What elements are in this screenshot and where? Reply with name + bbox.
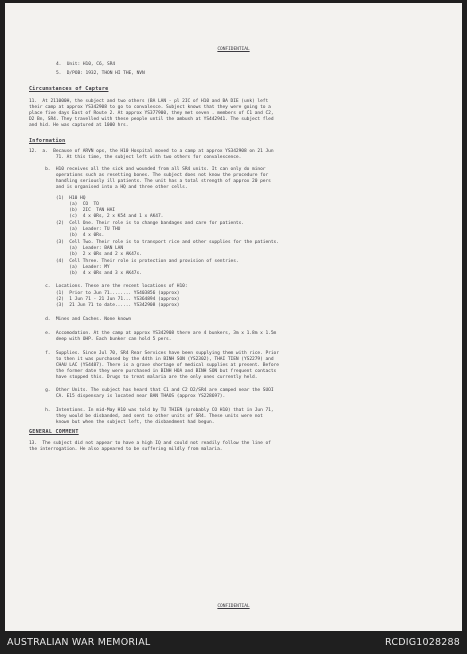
other-units-line: CA. E15 dispensary is located near BAN THAOS (approx YS228697).	[29, 394, 226, 399]
para-12a-line: 12. a. Because of ARVN ops, the H10 Hospital moved to a camp at approx YS342908 on 21 Jun	[29, 149, 274, 154]
location-line: (1) Prior to Jun 71........ YS403856 (approx)	[29, 291, 180, 296]
structure-line: (b) 4 x 0Rs.	[29, 233, 105, 238]
circumstances-line: D2 Bn, SR4. They travelled with these people until the ambush at YS442941. The subject fled	[29, 117, 274, 122]
item-dpob: 5. D/POB: 1932, THON HI THE, NVN	[56, 71, 145, 76]
general-comment-heading: GENERAL COMMENT	[29, 429, 79, 435]
para-12b-line: operations such as resetting bones. The subject does not know the procedure for	[29, 173, 269, 178]
structure-line: (b) 2IC TAN HAI	[29, 208, 115, 213]
structure-line: (a) Leader: BAN LAN	[29, 246, 124, 251]
structure-line: (3) Cell Two. Their role is to transport rice and other supplies for the patients.	[29, 240, 279, 245]
structure-line: (a) Leader: MY	[29, 265, 110, 270]
structure-line: (c) 4 x 0Rs, 2 x K54 and 1 x AK47.	[29, 214, 164, 219]
archive-reference: RCDIG1028288	[385, 637, 460, 648]
structure-line: (4) Cell Three. Their role is protection and provision of sentries.	[29, 259, 239, 264]
archive-footer-bar	[0, 633, 467, 654]
circumstances-line: their camp at approx YS342908 to go to convalesce. Subject knows that they were going to a	[29, 105, 271, 110]
general-comment-line: 13. The subject did not appear to have a high IQ and could not readily follow the line of	[29, 441, 271, 446]
supplies-line: to then it was purchased by the 44th in BINH SON (YS2302), THAI TIEN (YS2279) and	[29, 357, 274, 362]
circumstances-line: and hid. He was captured at 1000 hrs.	[29, 123, 129, 128]
para-12b-line: handling seriously ill patients. The unit has a total strength of approx 20 pers	[29, 179, 271, 184]
locations-intro: c. Locations. These are the recent locations of H10:	[29, 284, 188, 289]
accomodation-line: e. Accomodation. At the camp at approx YS342908 there are 4 bunkers, 3m x 1.8m x 1.5m	[29, 331, 277, 336]
supplies-line: CHAU LAC (YS4487). There is a grave shortage of medical supplies at present. Before	[29, 363, 279, 368]
item-unit: 4. Unit: H10, C6, SR4	[56, 62, 116, 67]
intentions-line: they would be disbanded, and sent to other units of SR4. These units were not	[29, 414, 263, 419]
document-page	[5, 3, 462, 631]
circumstances-heading: Circumstances of Capture	[29, 86, 109, 92]
para-12b-line: b. H10 receives all the sick and wounded from all SR4 units. It can only do minor	[29, 167, 266, 172]
structure-line: (b) 4 x 0Rs and 3 x AK47s.	[29, 271, 142, 276]
location-line: (2) 1 Jun 71 - 21 Jun 71... YS364894 (approx)	[29, 297, 180, 302]
general-comment-line: the interrogation. He also appeared to be suffering mildly from malaria.	[29, 447, 223, 452]
mines-line: d. Mines and Caches. None known	[29, 317, 132, 322]
structure-line: (a) Leader: TU THU	[29, 227, 121, 232]
para-12b-line: and is organised into a HQ and three other cells.	[29, 185, 188, 190]
supplies-line: the former date they were purchased in BINH HOA and BINH SON but frequent contacts	[29, 369, 277, 374]
accomodation-line: deep with OHP. Each bunker can hold 5 pers.	[29, 337, 172, 342]
circumstances-line: place five days East of Route 2. At approx YS377900, they met seven . members of C1 and C2,	[29, 111, 274, 116]
intentions-line: h. Intentions. In mid-May H10 was told by TU THIEN (probably CO H10) that in Jun 71,	[29, 408, 274, 413]
header-classification: CONFIDENTIAL	[217, 47, 250, 52]
intentions-line: known but when the subject left, the disbandment had begun.	[29, 420, 215, 425]
information-heading: Information	[29, 138, 66, 144]
structure-line: (b) 2 x 0Rs and 2 x AK47s.	[29, 252, 142, 257]
other-units-line: g. Other Units. The subject has heard that C1 and C2 D2/SR4 are camped near the SUOI	[29, 388, 274, 393]
footer-classification: CONFIDENTIAL	[217, 604, 250, 609]
archive-source: AUSTRALIAN WAR MEMORIAL	[7, 637, 151, 648]
structure-line: (a) CO TO	[29, 202, 99, 207]
location-line: (3) 21 Jun 71 to date...... YS342908 (approx)	[29, 303, 180, 308]
circumstances-line: 11. At 211000H, the subject and two others (BA LAN - pl 2IC of H10 and BA DIE (unk) left	[29, 99, 269, 104]
structure-line: (2) Cell One. Their role is to change bandages and care for patients.	[29, 221, 244, 226]
supplies-line: have stopped this. Drugs to treat malaria are the only ones currently held.	[29, 375, 258, 380]
structure-line: (1) H10 HQ	[29, 196, 86, 201]
supplies-line: f. Supplies. Since Jul 70, SR4 Rear Services have been supplying them with rice. Prior	[29, 351, 279, 356]
para-12a-line: 71. At this time, the subject left with two others for convalescence.	[29, 155, 242, 160]
